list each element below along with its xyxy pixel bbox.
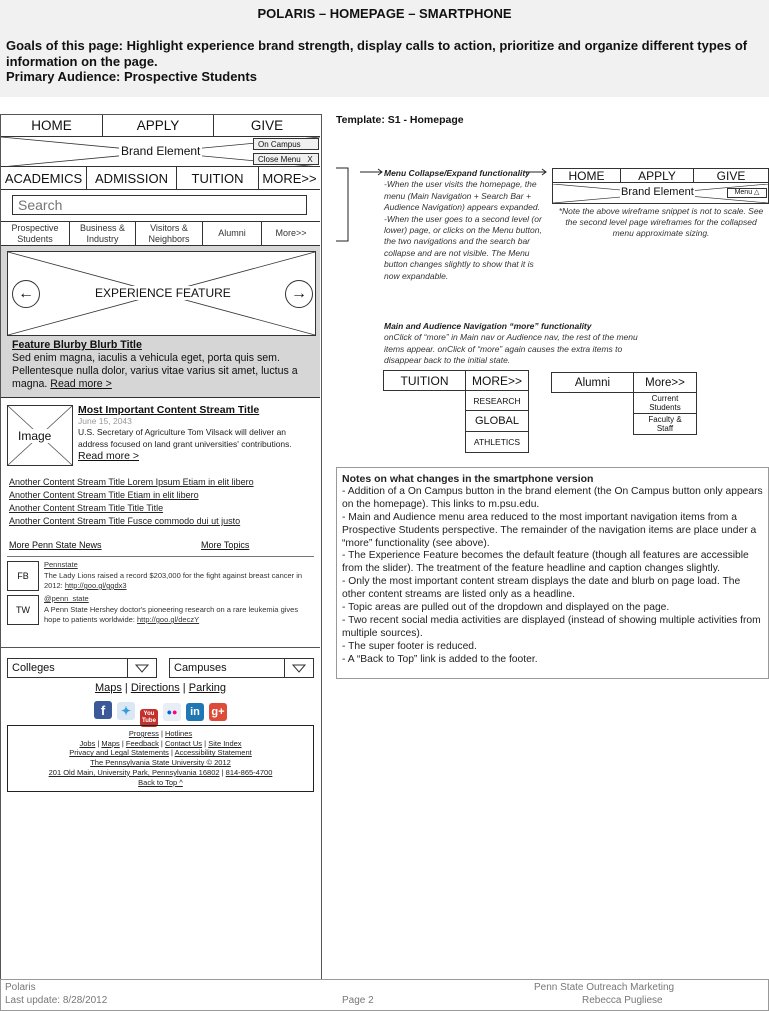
main-nav [1,167,320,190]
note-item: - Two recent social media activities are displayed (instead of showing multiple activities from multiple sources). [342,614,761,639]
footer-jobs-link[interactable]: Jobs [79,738,96,748]
twitter-box: TW [7,595,39,625]
footer-updated: Last update: 8/28/2012 [5,995,108,1006]
social-icons [1,701,320,727]
feature-label: EXPERIENCE FEATURE [92,286,234,300]
footer-privacy-link[interactable]: Privacy and Legal Statements [69,748,169,758]
more-demo-current-students: Current Students [633,392,697,414]
stream-link[interactable]: Another Content Stream Title Fusce commodo dui ut justo [9,516,241,526]
feature-title[interactable]: Feature Blurby Blurb Title [12,339,142,351]
more-demo-tuition: TUITION [383,370,466,391]
more-functionality-body: onClick of “more” in Main nav or Audience nav, the rest of the menu items appear. onClick of “more” again causes the extra items to disappear back to the initial state. [384,332,638,366]
twitter-link[interactable]: http://goo.gl/deczY [136,615,200,624]
more-demo-athletics: ATHLETICS [465,431,529,453]
note-item: - A “Back to Top” link is added to the footer. [342,653,538,665]
aud-nav-more[interactable]: More>> [275,228,307,239]
top-nav-home[interactable]: HOME [1,115,103,136]
page-footer [0,979,769,1011]
footer-phone[interactable]: 814-865-4700 [225,767,273,777]
primary-audience: Primary Audience: Prospective Students [6,69,257,84]
footer-hotlines-link[interactable]: Hotlines [165,729,193,738]
more-demo-faculty-staff: Faculty & Staff [633,413,697,435]
stream-image [7,405,73,466]
main-stream-body: U.S. Secretary of Agriculture Tom Vilsack will deliver an address focused on land grant universities' contributions. [78,427,292,449]
top-nav [1,115,320,137]
footer-accessibility-link[interactable]: Accessibility Statement [174,748,252,758]
snippet-brand-label: Brand Element [621,186,694,198]
note-item: - The Experience Feature becomes the default feature (though all features are accessible from the slider). The treatment of the feature headline and caption changes slightly. [342,550,749,575]
close-menu-button[interactable]: Close Menu X [253,153,319,165]
more-demo-research: RESEARCH [465,390,529,411]
main-nav-academics[interactable]: ACADEMICS [1,167,87,189]
directions-link[interactable]: Directions [130,682,180,694]
super-footer: Progress | Hotlines Jobs | Maps | Feedback | Contact Us | Site Index Privacy and Legal Statements | Accessibility Statement The Pennsylvania State University © 2012 201 Old Main, University Park, Pennsylvania 16802 | 814-865-4700 Back to Top ^ [7,725,314,792]
feature-caption [12,339,317,391]
collapsed-menu-snippet [552,168,769,204]
twitter-icon[interactable]: ✦ [117,702,135,720]
facebook-link[interactable]: http://goo.gl/ggdx3 [64,581,127,590]
note-item: - Addition of a On Campus button in the brand element (the On Campus button only appears on the homepage). This links to m.psu.edu. [342,485,763,510]
brand-element [1,137,320,167]
smartphone-notes [336,467,769,679]
footer-feedback-link[interactable]: Feedback [125,738,159,748]
snippet-home: HOME [553,169,621,182]
goals-text: Goals of this page: Highlight experience brand strength, display calls to action, prioritize and organize different types of information on the page. [6,38,748,69]
footer-copyright[interactable]: The Pennsylvania State University © 2012 [90,758,231,768]
footer-page-number: Page 2 [342,995,374,1006]
more-demo-global: GLOBAL [465,410,529,432]
facebook-handle[interactable]: Pennstate [44,560,78,569]
on-campus-button[interactable]: On Campus [253,138,319,150]
more-functionality-note [384,321,639,367]
note-item: - Topic areas are pulled out of the dropdown and displayed on the page. [342,602,670,614]
twitter-post [44,594,314,626]
facebook-box: FB [7,561,39,591]
facebook-icon[interactable]: f [94,701,112,719]
stream-link[interactable]: Another Content Stream Title Title Title [9,503,164,513]
colleges-dropdown[interactable] [7,658,157,678]
menu-collapse-p1: -When the user visits the homepage, the menu (Main Navigation + Search Bar + Audience Navigation) appears expanded. [384,179,540,213]
note-item: - The super footer is reduced. [342,640,477,652]
feature-read-more[interactable]: Read more > [50,378,112,390]
label: Prospective [11,223,59,233]
campuses-label: Campuses [174,662,227,674]
top-nav-give[interactable]: GIVE [250,118,284,133]
label: Industry [86,233,119,244]
stream-link[interactable]: Another Content Stream Title Lorem Ipsum Etiam in elit libero [9,477,254,487]
feature-slider[interactable] [7,251,316,336]
brand-label: Brand Element [121,144,201,158]
footer-contact-link[interactable]: Contact Us [164,738,203,748]
main-stream-date: June 15, 2043 [78,416,132,426]
note-item: - Main and Audience menu area reduced to the most important navigation items from a Prospective Students perspective. The remainder of the navigation items are place under a “more” functionality (see above). [342,511,757,549]
menu-collapse-title: Menu Collapse/Expand functionality [384,168,530,178]
snippet-top-nav [553,169,768,183]
note-item: - Only the most important content stream displays the date and blurb on page load. The other content streams are listed only as a headline. [342,576,741,601]
top-nav-apply[interactable]: APPLY [103,115,214,136]
parking-link[interactable]: Parking [188,682,227,694]
maps-link[interactable]: Maps [94,682,122,694]
aud-nav-alumni[interactable]: Alumni [203,222,262,245]
footer-address[interactable]: 201 Old Main, University Park, Pennsylvania 16802 [48,767,220,777]
aud-nav-prospective-students[interactable] [1,222,70,245]
footer-maps-link[interactable]: Maps [101,738,120,748]
facebook-post [44,560,314,592]
more-functionality-title: Main and Audience Navigation “more” functionality [384,321,592,331]
label: Visitors & [150,223,188,233]
more-news-link[interactable]: More Penn State News [9,540,102,550]
document-title: POLARIS – HOMEPAGE – SMARTPHONE [257,6,512,21]
next-arrow-icon[interactable]: → [285,280,313,308]
twitter-text: A Penn State Hershey doctor's pioneering research on a rare leukemia gives hope to patients worldwide: [44,604,299,624]
label: Students [17,233,53,244]
chevron-down-icon[interactable] [284,659,313,677]
menu-collapse-p2: -When the user goes to a second level (or lower) page, or clicks on the Menu button, the two navigations and the search bar collapse and are not visible. The Menu button changes slightly to show that it is now expandable. [384,213,542,281]
chevron-down-icon[interactable] [127,659,156,677]
footer-author: Rebecca Pugliese [582,995,663,1006]
quick-links: Maps | Directions | Parking [94,682,227,694]
main-nav-admission[interactable]: ADMISSION [87,167,177,189]
footer-project: Polaris [5,982,36,993]
footer-org: Penn State Outreach Marketing [534,982,675,993]
snippet-give: GIVE [716,168,746,183]
colleges-label: Colleges [12,662,55,674]
label: Business & [79,223,126,233]
other-streams-list [9,476,254,528]
googleplus-icon[interactable]: g+ [209,703,227,721]
linkedin-icon[interactable]: in [186,703,204,721]
more-demo-alumni: Alumni [551,372,634,393]
main-stream [78,404,316,462]
aud-nav-visitors-neighbors[interactable] [136,222,203,245]
more-demo-main-more: MORE>> [465,370,529,391]
youtube-icon[interactable]: You Tube [140,709,158,727]
page-goals [6,38,766,85]
content-stream-area [1,398,320,531]
image-label: Image [18,429,52,443]
more-demo-aud-more: More>> [633,372,697,393]
menu-collapse-note [384,168,544,282]
smartphone-wireframe [0,114,322,979]
snippet-apply: APPLY [621,169,694,182]
snippet-scale-note: *Note the above wireframe snippet is not to scale. See the second level page wireframes for the collapsed menu approximate sizing. [558,206,764,238]
twitter-handle[interactable]: @penn_state [44,594,89,603]
label: Neighbors [148,233,190,244]
main-nav-tuition[interactable]: TUITION [177,167,259,189]
feature-body: Sed enim magna, iaculis a vehicula eget, porta quis sem. Pellentesque nulla dolor, varius vitae varius sit amet, luctus a magna. [12,352,298,390]
template-label: Template: S1 - Homepage [336,114,464,126]
main-stream-title[interactable]: Most Important Content Stream Title [78,404,260,416]
social-area [1,531,320,648]
snippet-menu-button: Menu △ [727,188,767,198]
main-stream-read-more[interactable]: Read more > [78,450,139,462]
footer-site-index-link[interactable]: Site Index [208,738,242,748]
search-input[interactable] [12,195,307,215]
main-nav-more[interactable]: MORE>> [262,170,317,186]
divider [7,556,314,557]
footer-area [1,648,320,798]
facebook-text: The Lady Lions raised a record $203,000 for the fight against breast cancer in 2012: [44,570,303,590]
search-row [1,190,320,222]
notes-title: Notes on what changes in the smartphone version [342,473,594,485]
prev-arrow-icon[interactable]: ← [12,280,40,308]
stream-link[interactable]: Another Content Stream Title Etiam in elit libero [9,490,199,500]
campuses-dropdown[interactable] [169,658,314,678]
bracket-arrow-icon [330,164,390,246]
footer-progress-link[interactable]: Progress [128,729,159,738]
flickr-icon[interactable]: ● ● [163,703,181,721]
more-topics-link[interactable]: More Topics [201,540,250,550]
experience-feature-area [1,246,320,398]
back-to-top-link[interactable]: Back to Top ^ [138,777,183,787]
aud-nav-business-industry[interactable] [70,222,136,245]
audience-nav [1,222,320,246]
